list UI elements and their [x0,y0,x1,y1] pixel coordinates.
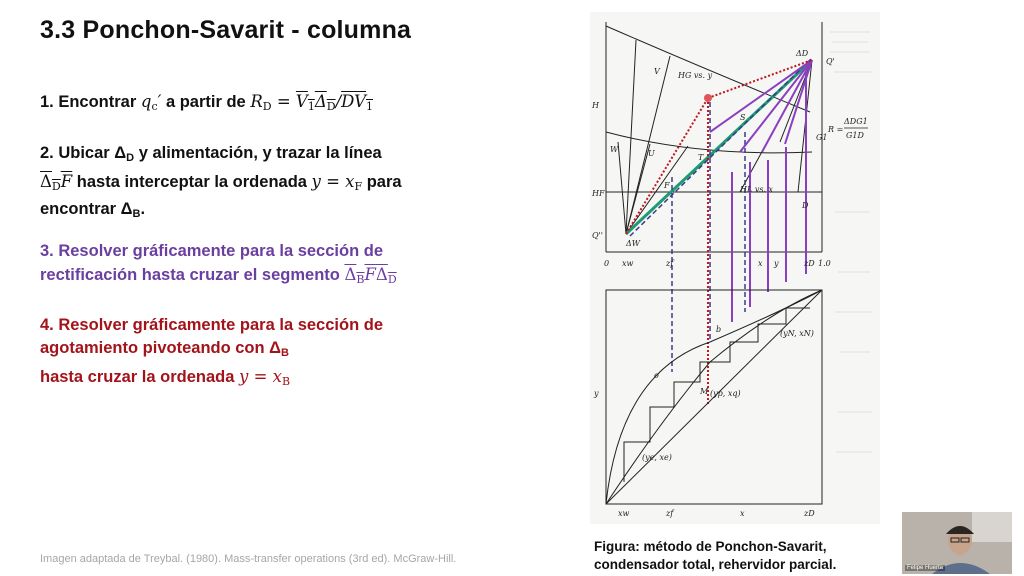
svg-text:H: H [592,101,599,110]
svg-text:(yN, xN): (yN, xN) [780,329,814,338]
svg-text:y: y [594,389,599,398]
svg-text:(ye, xe): (ye, xe) [642,453,672,462]
svg-text:Q': Q' [826,57,835,66]
slide-title: 3.3 Ponchon-Savarit - columna [40,16,412,44]
svg-text:T: T [698,153,704,162]
svg-text:F: F [664,181,670,190]
svg-text:D: D [802,201,809,210]
svg-text:G1D: G1D [846,131,864,140]
svg-text:zD: zD [804,259,815,268]
svg-text:y: y [774,259,779,268]
svg-text:x: x [758,259,763,268]
svg-text:b: b [716,325,722,334]
segment-deltaD-F: $\Delta_DF$ [40,172,73,193]
svg-text:xw: xw [622,259,634,268]
svg-text:W: W [610,145,619,154]
svg-text:G1: G1 [816,133,828,142]
webcam-name: Felipe Huerta [907,565,944,571]
q-symbol: $q_c'$ [140,92,162,113]
svg-text:V: V [654,67,660,76]
ratio-formula: $R_D = V_1\Delta_D/DV_1$ [250,92,373,113]
svg-text:zf: zf [666,259,674,268]
svg-text:xw: xw [618,509,630,518]
svg-text:HF: HF [592,189,605,198]
step-4: 4. Resolver gráficamente para la sección de agotamiento pivoteando con $\Delta_B$ hasta cruzar la ordenada $y = x_B$ [40,316,383,388]
svg-text:0: 0 [604,259,610,268]
svg-text:(yp, xq): (yp, xq) [710,389,741,398]
intersection-point [704,94,712,102]
svg-text:ΔW: ΔW [626,239,640,248]
step-3: 3. Resolver gráficamente para la sección de rectificación hasta cruzar el segmento $\Delta_BF\Delta_D$ [40,242,397,286]
figure-caption: Figura: método de Ponchon-Savarit, condensador total, rehervidor parcial. [594,539,837,572]
svg-text:o: o [654,371,659,380]
svg-text:HL vs. x: HL vs. x [740,185,774,194]
ponchon-savarit-figure [590,12,880,524]
svg-text:x: x [740,509,745,518]
segment-deltaB-F-deltaD: $\Delta_BF\Delta_D$ [344,265,397,286]
step-1: 1. Encontrar $q_c'$ a partir de $R_D = V_1\Delta_D/DV_1$ [40,92,373,113]
svg-text:zD: zD [804,509,815,518]
svg-text:1.0: 1.0 [818,259,831,268]
svg-text:zf: zf [666,509,674,518]
svg-text:Q'': Q'' [592,231,603,240]
svg-text:M: M [700,387,709,396]
step-2: 2. Ubicar $\Delta_D$ y alimentación, y trazar la línea $\Delta_DF$ hasta interceptar la ordenada $y = x_F$ para encontrar $\Delta_B$. [40,144,402,220]
svg-text:S: S [740,113,746,122]
webcam-thumbnail [902,512,1012,574]
svg-text:U: U [648,149,655,158]
svg-text:ΔDG1: ΔDG1 [844,117,868,126]
svg-text:HG vs. y: HG vs. y [678,71,713,80]
image-credit: Imagen adaptada de Treybal. (1980). Mass-transfer operations (3rd ed). McGraw-Hill. [40,553,457,565]
svg-text:ΔD: ΔD [796,49,809,58]
svg-text:R =: R = [828,125,844,134]
